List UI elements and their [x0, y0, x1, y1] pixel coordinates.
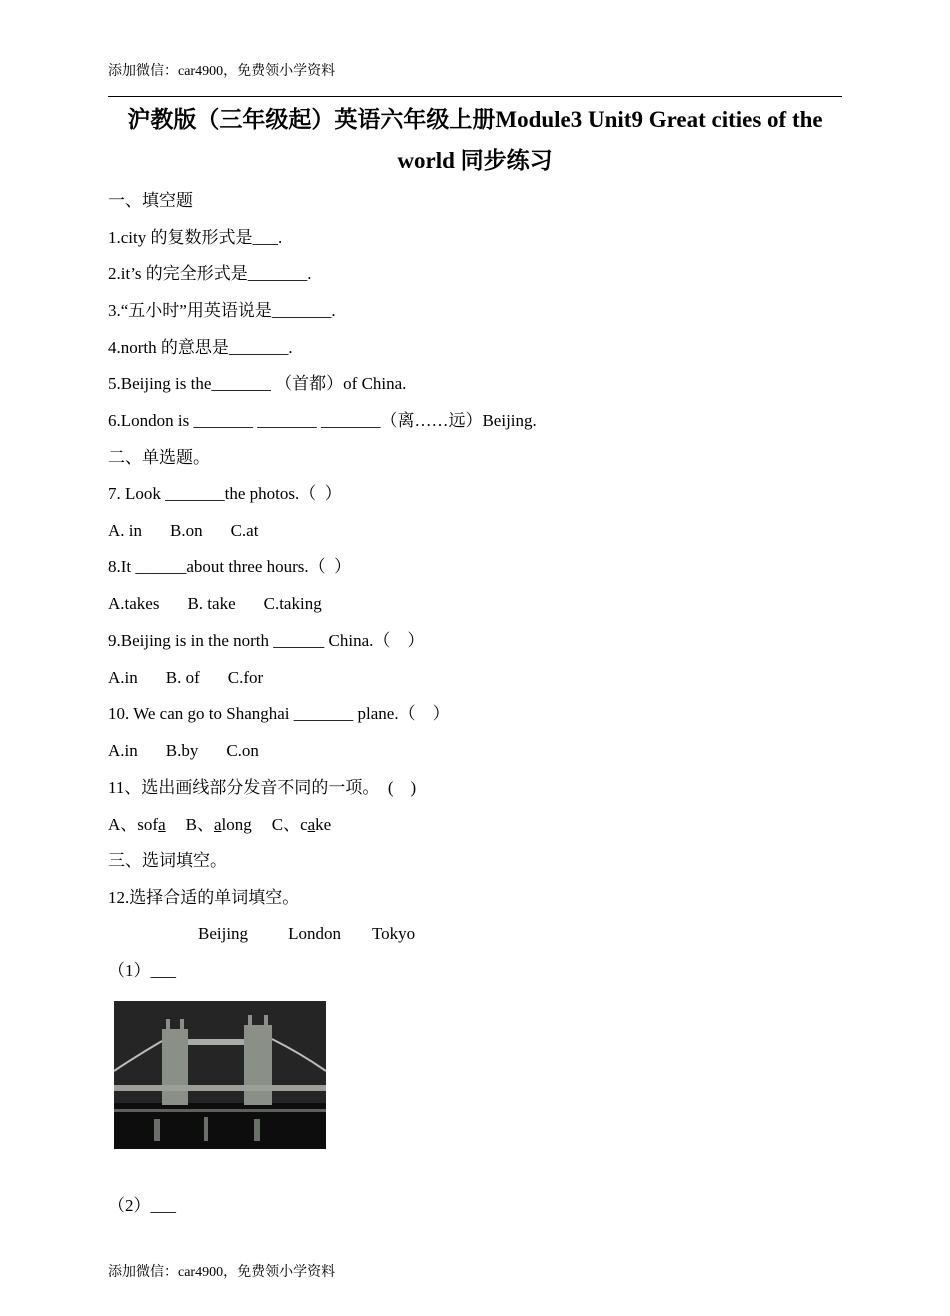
section-heading-fill: 一、填空题	[108, 191, 193, 210]
word-beijing: Beijing	[198, 924, 249, 943]
question-9-options	[108, 667, 263, 689]
option-a: A. in	[108, 521, 142, 540]
option-b: B. take	[187, 594, 236, 613]
word-london: London	[288, 924, 341, 943]
footer-note: 添加微信：car4900，免费领小学资料	[108, 1265, 336, 1280]
option-c: C.for	[227, 668, 264, 687]
question-1: 1.city 的复数形式是___.	[108, 228, 283, 247]
option-a: A.in	[108, 741, 138, 760]
question-12: 12.选择合适的单词填空。	[108, 888, 300, 907]
header-rule	[108, 96, 842, 97]
option-b: B. of	[165, 668, 200, 687]
question-3: 3.“五小时”用英语说是_______.	[108, 301, 336, 320]
question-10: 10. We can go to Shanghai _______ plane.（ ）	[108, 704, 450, 723]
item-1: （1）___	[108, 961, 176, 980]
option-c: C.taking	[263, 594, 322, 613]
page-title-line2: world 同步练习	[397, 148, 553, 173]
question-5: 5.Beijing is the_______ （首都）of China.	[108, 374, 407, 393]
word-bank	[198, 923, 415, 945]
question-8: 8.It ______about three hours.（ ）	[108, 557, 352, 576]
question-2: 2.it’s 的完全形式是_______.	[108, 264, 312, 283]
section-heading-choice: 二、单选题。	[108, 448, 210, 467]
section-heading-wordfill: 三、选词填空。	[108, 851, 227, 870]
option-a: A.in	[108, 668, 138, 687]
question-11-options	[108, 814, 331, 836]
question-4: 4.north 的意思是_______.	[108, 338, 293, 357]
page-title-line1: 沪教版（三年级起）英语六年级上册Module3 Unit9 Great cities of the	[127, 107, 823, 132]
question-9: 9.Beijing is in the north ______ China.（ ）	[108, 631, 425, 650]
option-c: C、cake	[271, 815, 332, 834]
option-a: A.takes	[108, 594, 160, 613]
option-c: C.on	[226, 741, 259, 760]
question-10-options	[108, 740, 259, 762]
option-c: C.at	[230, 521, 259, 540]
header-note: 添加微信：car4900，免费领小学资料	[108, 64, 336, 79]
question-7-options	[108, 520, 258, 542]
word-tokyo: Tokyo	[371, 924, 416, 943]
question-7: 7. Look _______the photos.（ ）	[108, 484, 342, 503]
option-b: B.on	[170, 521, 203, 540]
option-b: B、along	[185, 815, 252, 834]
question-6: 6.London is _______ _______ _______（离……远）Beijing.	[108, 411, 537, 430]
option-b: B.by	[165, 741, 199, 760]
question-11: 11、选出画线部分发音不同的一项。 ( )	[108, 778, 417, 797]
question-8-options	[108, 593, 322, 615]
option-a: A、sofa	[108, 815, 166, 834]
bridge-night-photo	[114, 1001, 326, 1149]
item-2: （2）___	[108, 1196, 176, 1215]
